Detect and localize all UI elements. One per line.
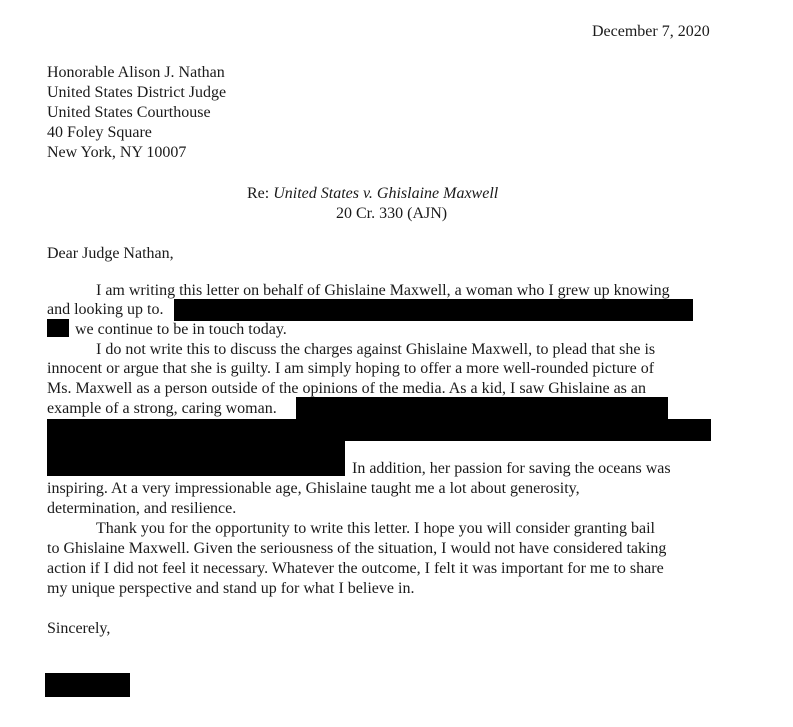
redaction-block (47, 419, 711, 441)
recipient-street: 40 Foley Square (47, 124, 152, 141)
body-line: inspiring. At a very impressionable age, Ghislaine taught me a lot about generosity, (47, 480, 580, 497)
body-line: Ms. Maxwell as a person outside of the opinions of the media. As a kid, I saw Ghislaine as an (47, 380, 646, 397)
re-prefix: Re: (247, 185, 274, 202)
body-line: action if I did not feel it necessary. Whatever the outcome, I felt it was important for me to share (47, 560, 664, 577)
body-line: I do not write this to discuss the charges against Ghislaine Maxwell, to plead that she is (96, 341, 656, 358)
recipient-city: New York, NY 10007 (47, 144, 187, 161)
body-line: In addition, her passion for saving the oceans was (352, 460, 671, 477)
body-line: and looking up to. (47, 301, 164, 318)
recipient-title: United States District Judge (47, 84, 227, 101)
recipient-building: United States Courthouse (47, 104, 211, 121)
re-line (247, 184, 498, 203)
body-line: my unique perspective and stand up for what I believe in. (47, 580, 415, 597)
redaction-block (296, 397, 668, 419)
redaction-block (47, 441, 345, 476)
body-line: to Ghislaine Maxwell. Given the seriousness of the situation, I would not have considered taking (47, 540, 667, 557)
closing: Sincerely, (47, 620, 111, 637)
body-line: I am writing this letter on behalf of Ghislaine Maxwell, a woman who I grew up knowing (96, 282, 670, 299)
body-line: example of a strong, caring woman. (47, 400, 277, 417)
signature-redaction (45, 673, 130, 697)
body-line: we continue to be in touch today. (75, 321, 287, 338)
redaction-block (174, 299, 693, 321)
body-line: innocent or argue that she is guilty. I am simply hoping to offer a more well-rounded picture of (47, 360, 655, 377)
redaction-block (47, 319, 69, 337)
case-number: 20 Cr. 330 (AJN) (336, 205, 448, 222)
body-line: Thank you for the opportunity to write this letter. I hope you will consider granting bail (96, 520, 655, 537)
recipient-name: Honorable Alison J. Nathan (47, 64, 225, 81)
letter-date: December 7, 2020 (592, 23, 710, 40)
case-name: United States v. Ghislaine Maxwell (273, 185, 499, 202)
body-line: determination, and resilience. (47, 500, 237, 517)
salutation: Dear Judge Nathan, (47, 245, 174, 262)
